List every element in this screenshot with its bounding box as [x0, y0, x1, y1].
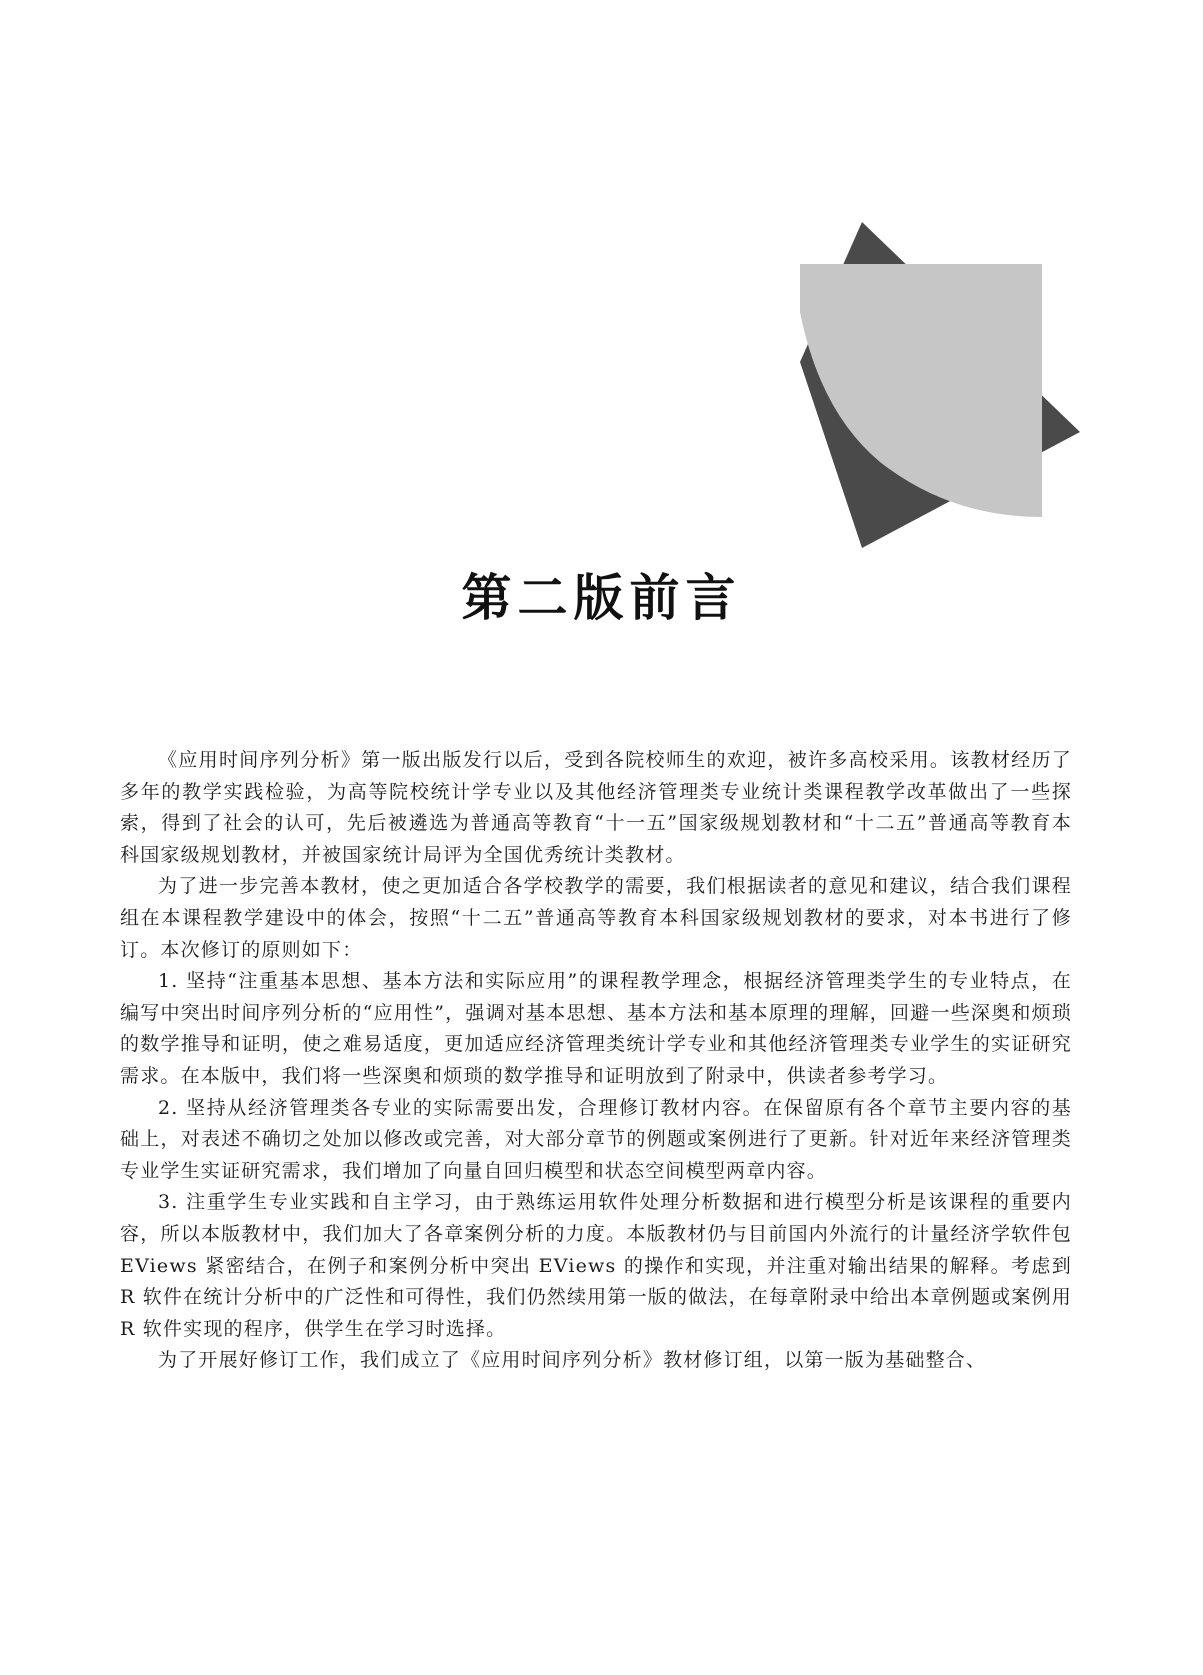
paragraph: 1. 坚持“注重基本思想、基本方法和实际应用”的课程教学理念，根据经济管理类学生的专业特点，在编写中突出时间序列分析的“应用性”，强调对基本思想、基本方法和基本原理的理解，回避一些深奥和烦琐的数学推导和证明，使之难易适度，更加适应经济管理类统计学专业和其他经济管理类专业学生的实证研究需求。在本版中，我们将一些深奥和烦琐的数学推导和证明放到了附录中，供读者参考学习。: [120, 970, 1072, 1087]
paragraph: 2. 坚持从经济管理类各专业的实际需要出发，合理修订教材内容。在保留原有各个章节主要内容的基础上，对表述不确切之处加以修改或完善，对大部分章节的例题或案例进行了更新。针对近年来经济管理类专业学生实证研究需求，我们增加了向量自回归模型和状态空间模型两章内容。: [120, 1096, 1072, 1182]
paragraph: 为了进一步完善本教材，使之更加适合各学校教学的需要，我们根据读者的意见和建议，结合我们课程组在本课程教学建设中的体会，按照“十二五”普通高等教育本科国家级规划教材的要求，对本书进行了修订。本次修订的原则如下：: [120, 875, 1072, 961]
paragraph: 为了开展好修订工作，我们成立了《应用时间序列分析》教材修订组，以第一版为基础整合、: [158, 1349, 987, 1372]
light-quarter-shape: [800, 264, 1042, 517]
paragraph: 《应用时间序列分析》第一版出版发行以后，受到各院校师生的欢迎，被许多高校采用。该教材经历了多年的教学实践检验，为高等院校统计学专业以及其他经济管理类专业统计类课程教学改革做出了一些探索，得到了社会的认可，先后被遴选为普通高等教育“十一五”国家级规划教材和“十二五”普通高等教育本科国家级规划教材，并被国家统计局评为全国优秀统计类教材。: [120, 749, 1072, 866]
paragraph: 3. 注重学生专业实践和自主学习，由于熟练运用软件处理分析数据和进行模型分析是该课程的重要内容，所以本版教材中，我们加大了各章案例分析的力度。本版教材仍与目前国内外流行的计量经济学软件包 EViews 紧密结合，在例子和案例分析中突出 EViews 的操作和实现，并注重对输出结果的解释。考虑到 R 软件在统计分析中的广泛性和可得性，我们仍然续用第一版的做法，在每章附录中给出本章例题或案例用 R 软件实现的程序，供学生在学习时选择。: [120, 1191, 1072, 1340]
preface-body: [120, 745, 1072, 1377]
page-title: 第二版前言: [461, 568, 742, 627]
decorative-emblem: [800, 222, 1080, 548]
